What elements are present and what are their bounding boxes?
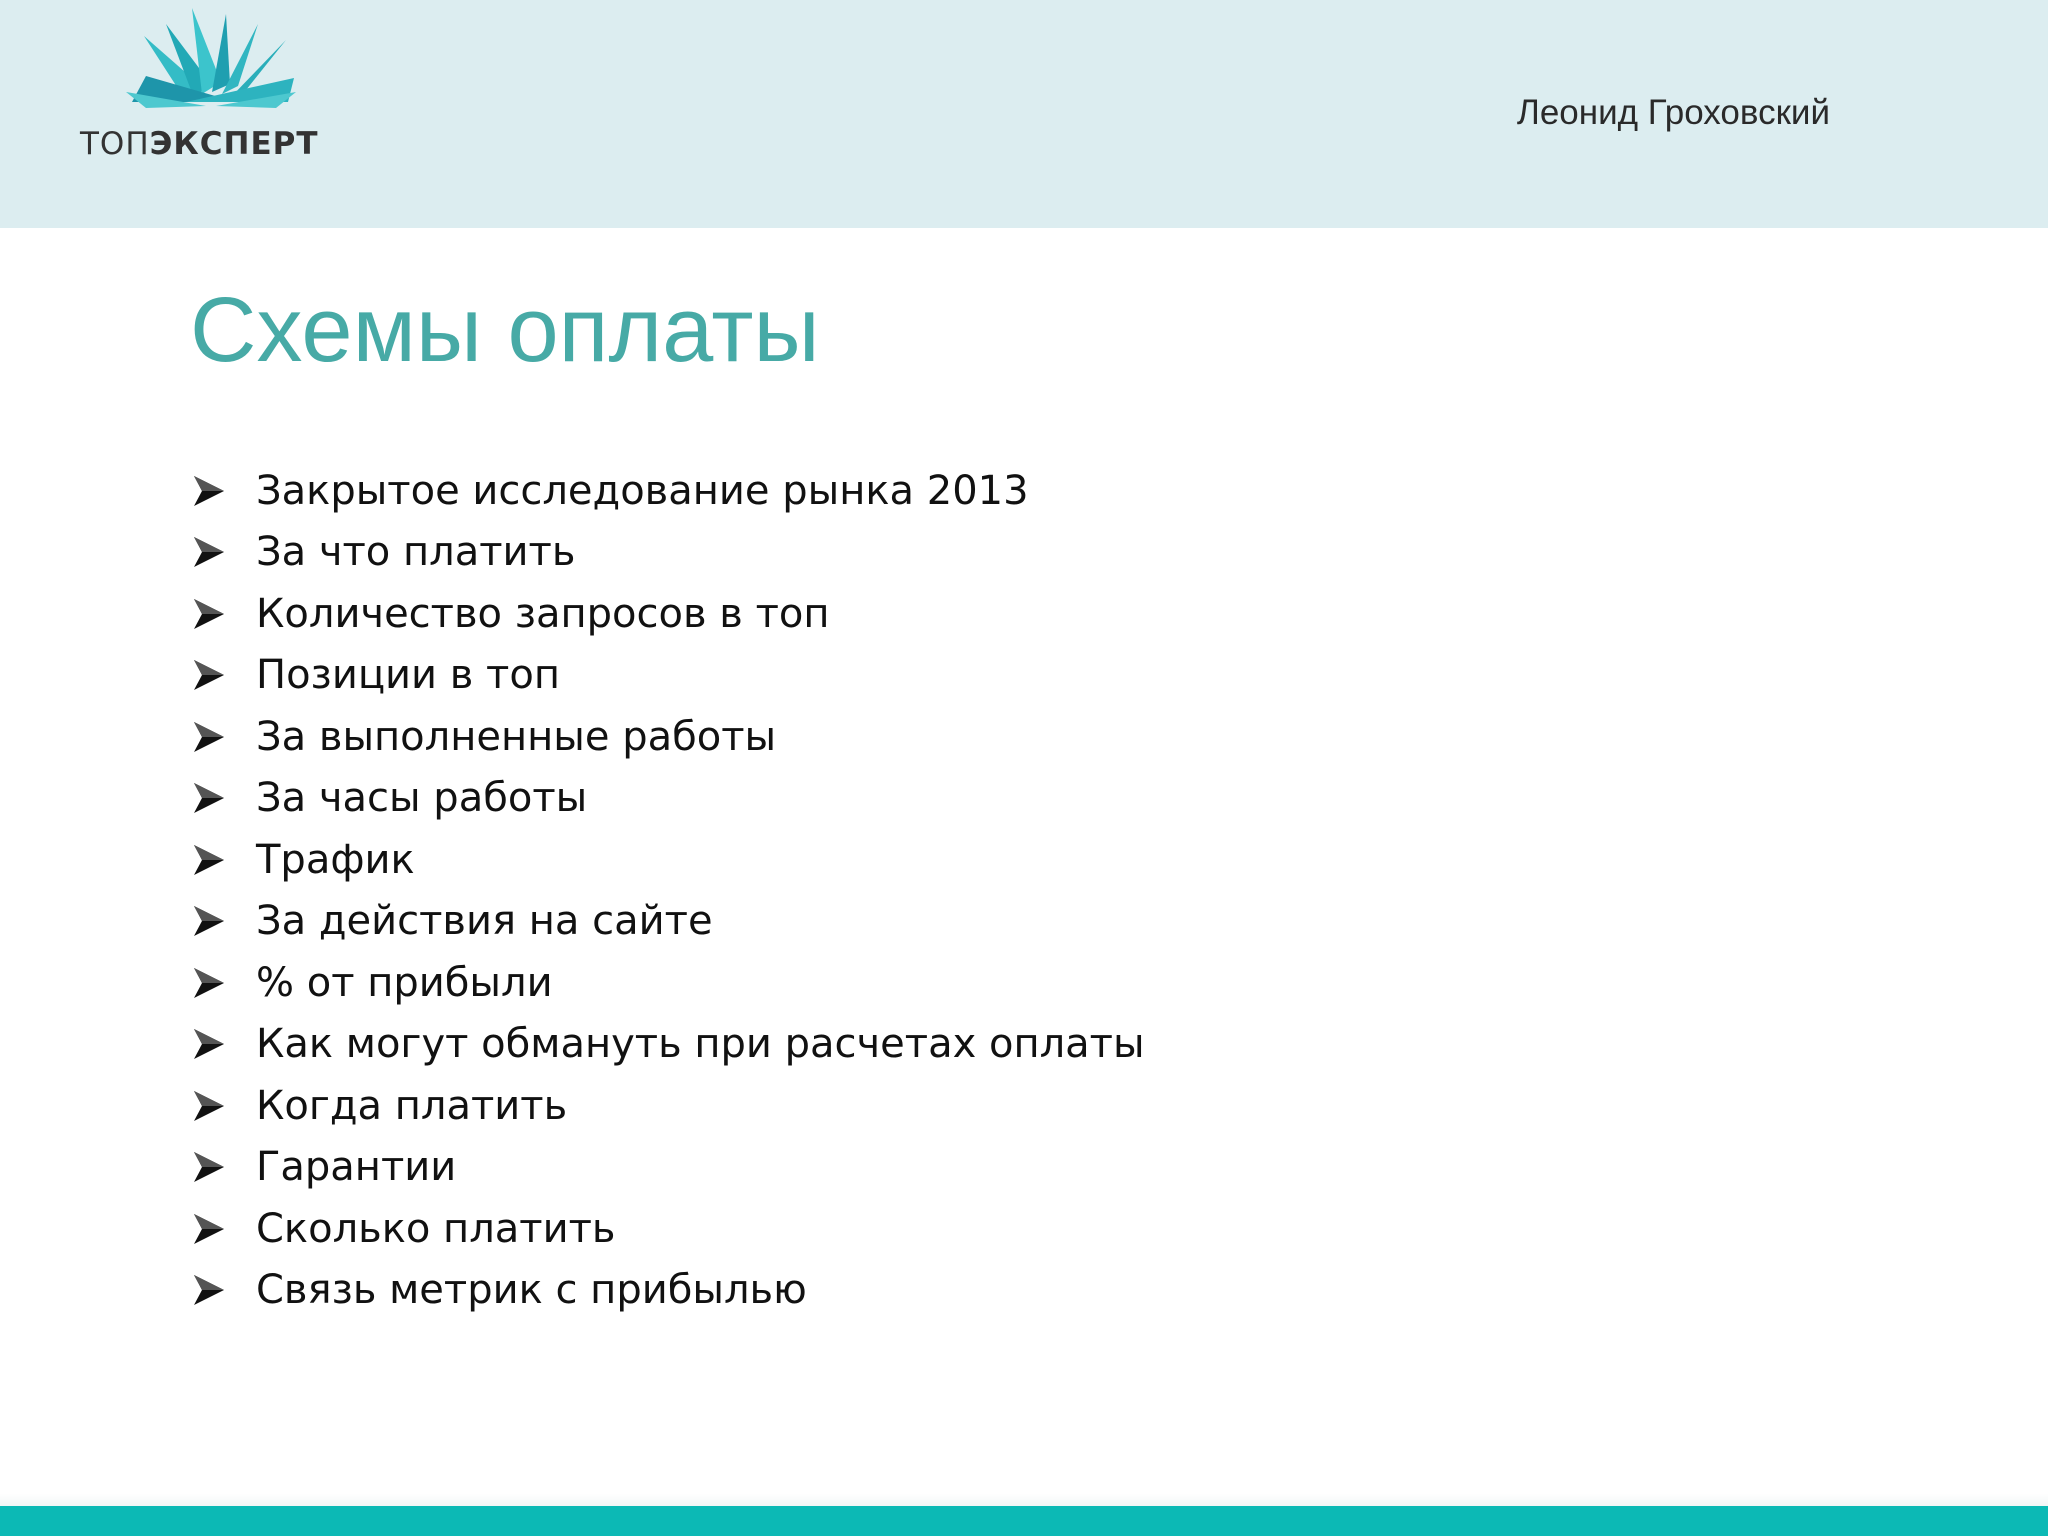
logo-text-top: ТОП [80, 126, 150, 162]
arrow-bullet-icon [192, 904, 256, 938]
arrow-bullet-icon [192, 535, 256, 569]
arrow-bullet-icon [192, 1212, 256, 1246]
bullet-text: За выполненные работы [256, 713, 777, 760]
bullet-text: За что платить [256, 529, 576, 576]
bullet-text: За действия на сайте [256, 898, 713, 945]
bullet-text: Связь метрик с прибылью [256, 1267, 807, 1314]
list-item [192, 952, 1145, 1014]
bullet-list [192, 460, 1145, 1321]
arrow-bullet-icon [192, 1027, 256, 1061]
arrow-bullet-icon [192, 474, 256, 508]
bullet-text: % от прибыли [256, 959, 553, 1006]
list-item [192, 1075, 1145, 1137]
bullet-text: Когда платить [256, 1082, 568, 1129]
bullet-text: Количество запросов в топ [256, 590, 830, 637]
list-item [192, 1260, 1145, 1322]
bullet-text: Как могут обмануть при расчетах оплаты [256, 1021, 1145, 1068]
lotus-logo-icon [126, 6, 296, 111]
footer-shadow [0, 1494, 2048, 1506]
arrow-bullet-icon [192, 966, 256, 1000]
list-item [192, 706, 1145, 768]
bullet-text: Сколько платить [256, 1205, 616, 1252]
list-item [192, 829, 1145, 891]
logo-text [80, 126, 318, 162]
list-item [192, 583, 1145, 645]
logo [74, 0, 374, 180]
list-item [192, 645, 1145, 707]
arrow-bullet-icon [192, 1089, 256, 1123]
arrow-bullet-icon [192, 843, 256, 877]
bullet-text: Позиции в топ [256, 652, 560, 699]
list-item [192, 1198, 1145, 1260]
arrow-bullet-icon [192, 1273, 256, 1307]
list-item [192, 768, 1145, 830]
list-item [192, 522, 1145, 584]
author-name: Леонид Гроховский [1516, 93, 1830, 132]
arrow-bullet-icon [192, 658, 256, 692]
list-item [192, 1137, 1145, 1199]
bullet-text: Гарантии [256, 1144, 457, 1191]
arrow-bullet-icon [192, 597, 256, 631]
bullet-text: За часы работы [256, 775, 588, 822]
arrow-bullet-icon [192, 781, 256, 815]
bullet-text: Трафик [256, 836, 415, 883]
logo-text-expert: ЭКСПЕРТ [149, 126, 319, 162]
bullet-text: Закрытое исследование рынка 2013 [256, 467, 1029, 514]
footer-band [0, 1506, 2048, 1536]
slide-title: Схемы оплаты [190, 279, 820, 381]
list-item [192, 460, 1145, 522]
arrow-bullet-icon [192, 720, 256, 754]
list-item [192, 1014, 1145, 1076]
list-item [192, 891, 1145, 953]
arrow-bullet-icon [192, 1150, 256, 1184]
